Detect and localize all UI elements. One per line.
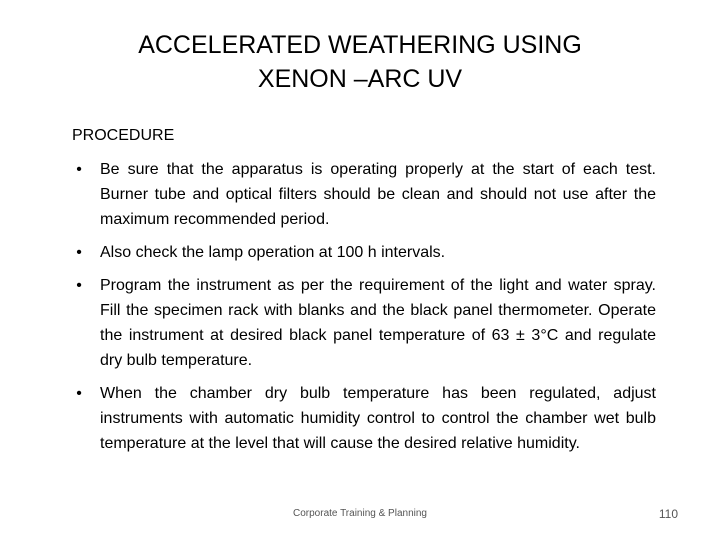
bullet-icon: • — [76, 277, 82, 294]
bullet-item — [72, 157, 656, 232]
bullet-item — [72, 240, 656, 265]
bullet-item — [72, 273, 656, 373]
bullet-icon: • — [76, 244, 82, 261]
bullet-text: Be sure that the apparatus is operating properly at the start of each test. Burner tube and optical filters should be clean and should not use after the maximum recommended period. — [100, 161, 656, 228]
bullet-text: Also check the lamp operation at 100 h intervals. — [100, 244, 446, 261]
bullet-text: Program the instrument as per the requirement of the light and water spray. Fill the specimen rack with blanks and the black panel thermometer. Operate the instrument at desired black panel temperature of 63 ± 3°C and regulate dry bulb temperature. — [100, 277, 656, 369]
bullet-item — [72, 381, 656, 456]
bullet-icon: • — [76, 161, 82, 178]
section-heading: PROCEDURE — [72, 127, 175, 144]
slide-title — [60, 28, 660, 96]
footer-text: Corporate Training & Planning — [293, 508, 427, 519]
slide-title-line-2: XENON –ARC UV — [257, 65, 463, 93]
slide-title-line-1: ACCELERATED WEATHERING USING — [138, 31, 582, 59]
bullet-icon: • — [76, 385, 82, 402]
bullet-list — [72, 157, 656, 464]
bullet-text: When the chamber dry bulb temperature has been regulated, adjust instruments with automatic humidity control to control the chamber wet bulb temperature at the level that will cause the desired relative humidity. — [100, 385, 656, 452]
page-number: 110 — [658, 507, 678, 521]
